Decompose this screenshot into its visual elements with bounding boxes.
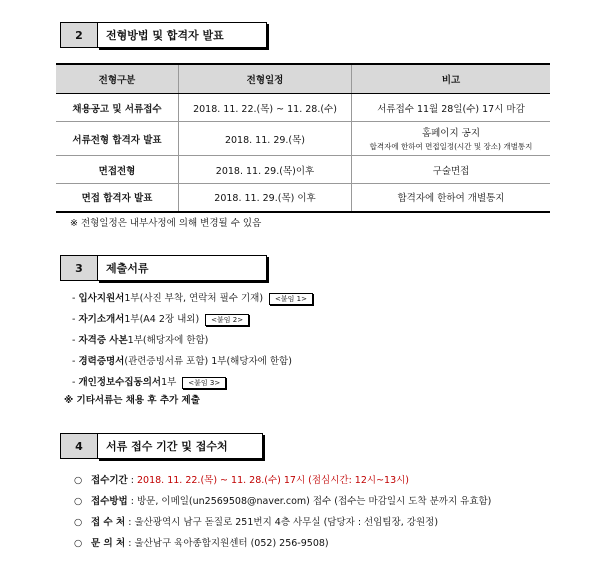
item-detail: 1부(A4 2장 내외) [124,314,200,325]
item-name: 자기소개서 [78,314,125,325]
item-name: 경력증명서 [78,356,125,367]
attachment-tag: <붙임 2> [205,314,249,326]
item-detail: 1부(해당자에 한함) [127,335,209,346]
section-2-title: 전형방법 및 합격자 발표 [97,22,267,48]
row-date: 2018. 11. 22.(목) ~ 11. 28.(수) [179,94,352,122]
attachment-tag: <붙임 3> [182,377,226,389]
section-4-number: 4 [60,433,97,459]
item-dash: - [72,314,76,325]
col-header-type: 전형구분 [56,64,179,94]
info-colon: : [125,517,135,528]
list-item [72,351,313,372]
bullet-circle-icon: ○ [74,496,83,507]
item-dash: - [72,377,76,388]
bullet-circle-icon: ○ [74,538,83,549]
list-item [72,309,313,330]
item-detail: 1부 [161,377,177,388]
info-label: 접수기간 [91,475,128,486]
section-3-header [60,255,267,281]
schedule-footnote: ※ 전형일정은 내부사정에 의해 변경될 수 있음 [70,218,262,229]
info-colon: : [127,475,137,486]
document-list [72,288,313,393]
attachment-tag: <붙임 1> [269,293,313,305]
section-2-header [60,22,267,48]
row-note: 홈페이지 공지 [421,128,481,139]
row-note: 구술면접 [352,156,551,184]
item-detail: (관련증빙서류 포함) 1부(해당자에 한함) [124,356,292,367]
reception-info [74,470,491,554]
list-item [74,512,491,533]
info-colon: : [127,496,137,507]
list-item [74,533,491,554]
item-dash: - [72,356,76,367]
bullet-circle-icon: ○ [74,517,83,528]
row-label: 채용공고 및 서류접수 [56,94,179,122]
info-label: 접 수 처 [91,517,126,528]
row-note: 서류접수 11월 28일(수) 17시 마감 [352,94,551,122]
section-2-number: 2 [60,22,97,48]
row-note-cell [352,122,551,156]
row-label: 서류전형 합격자 발표 [56,122,179,156]
table-row [56,184,550,212]
item-dash: - [72,293,76,304]
list-item [74,470,491,491]
row-note-sub: 합격자에 한하여 면접일정(시간 및 장소) 개별통지 [369,142,533,151]
list-item [72,288,313,309]
info-value: 울산광역시 남구 돋질로 251번지 4층 사무실 (담당자 : 선임팀장, 강원정) [134,517,439,528]
info-value: 울산남구 육아종합지원센터 (052) 256-9508) [134,538,329,549]
item-name: 입사지원서 [78,293,125,304]
table-row [56,122,550,156]
list-item [72,372,313,393]
section-4-title: 서류 접수 기간 및 접수처 [97,433,263,459]
item-dash: - [72,335,76,346]
info-colon: : [125,538,135,549]
section-3-number: 3 [60,255,97,281]
list-item [72,330,313,351]
schedule-table [56,63,550,213]
list-item [74,491,491,512]
row-label: 면접 합격자 발표 [56,184,179,212]
row-note: 합격자에 한하여 개별통지 [352,184,551,212]
row-date: 2018. 11. 29.(목)이후 [179,156,352,184]
section-4-header [60,433,263,459]
extra-documents-note: ※ 기타서류는 채용 후 추가 제출 [64,395,200,406]
info-value: 2018. 11. 22.(목) ~ 11. 28.(수) 17시 (점심시간: 12시~13시) [137,475,410,486]
item-name: 자격증 사본 [78,335,128,346]
col-header-note: 비고 [352,64,551,94]
row-label: 면접전형 [56,156,179,184]
table-row [56,156,550,184]
info-label: 문 의 처 [91,538,126,549]
col-header-schedule: 전형일정 [179,64,352,94]
row-date: 2018. 11. 29.(목) [179,122,352,156]
item-detail: 1부(사진 부착, 연락처 필수 기재) [124,293,264,304]
info-value: 방문, 이메일(un2569508@naver.com) 접수 (접수는 마감일시 도착 분까지 유효함) [137,496,492,507]
row-date: 2018. 11. 29.(목) 이후 [179,184,352,212]
info-label: 접수방법 [91,496,128,507]
section-3-title: 제출서류 [97,255,267,281]
item-name: 개인정보수집동의서 [78,377,162,388]
schedule-header-row [56,64,550,94]
table-row [56,94,550,122]
bullet-circle-icon: ○ [74,475,83,486]
